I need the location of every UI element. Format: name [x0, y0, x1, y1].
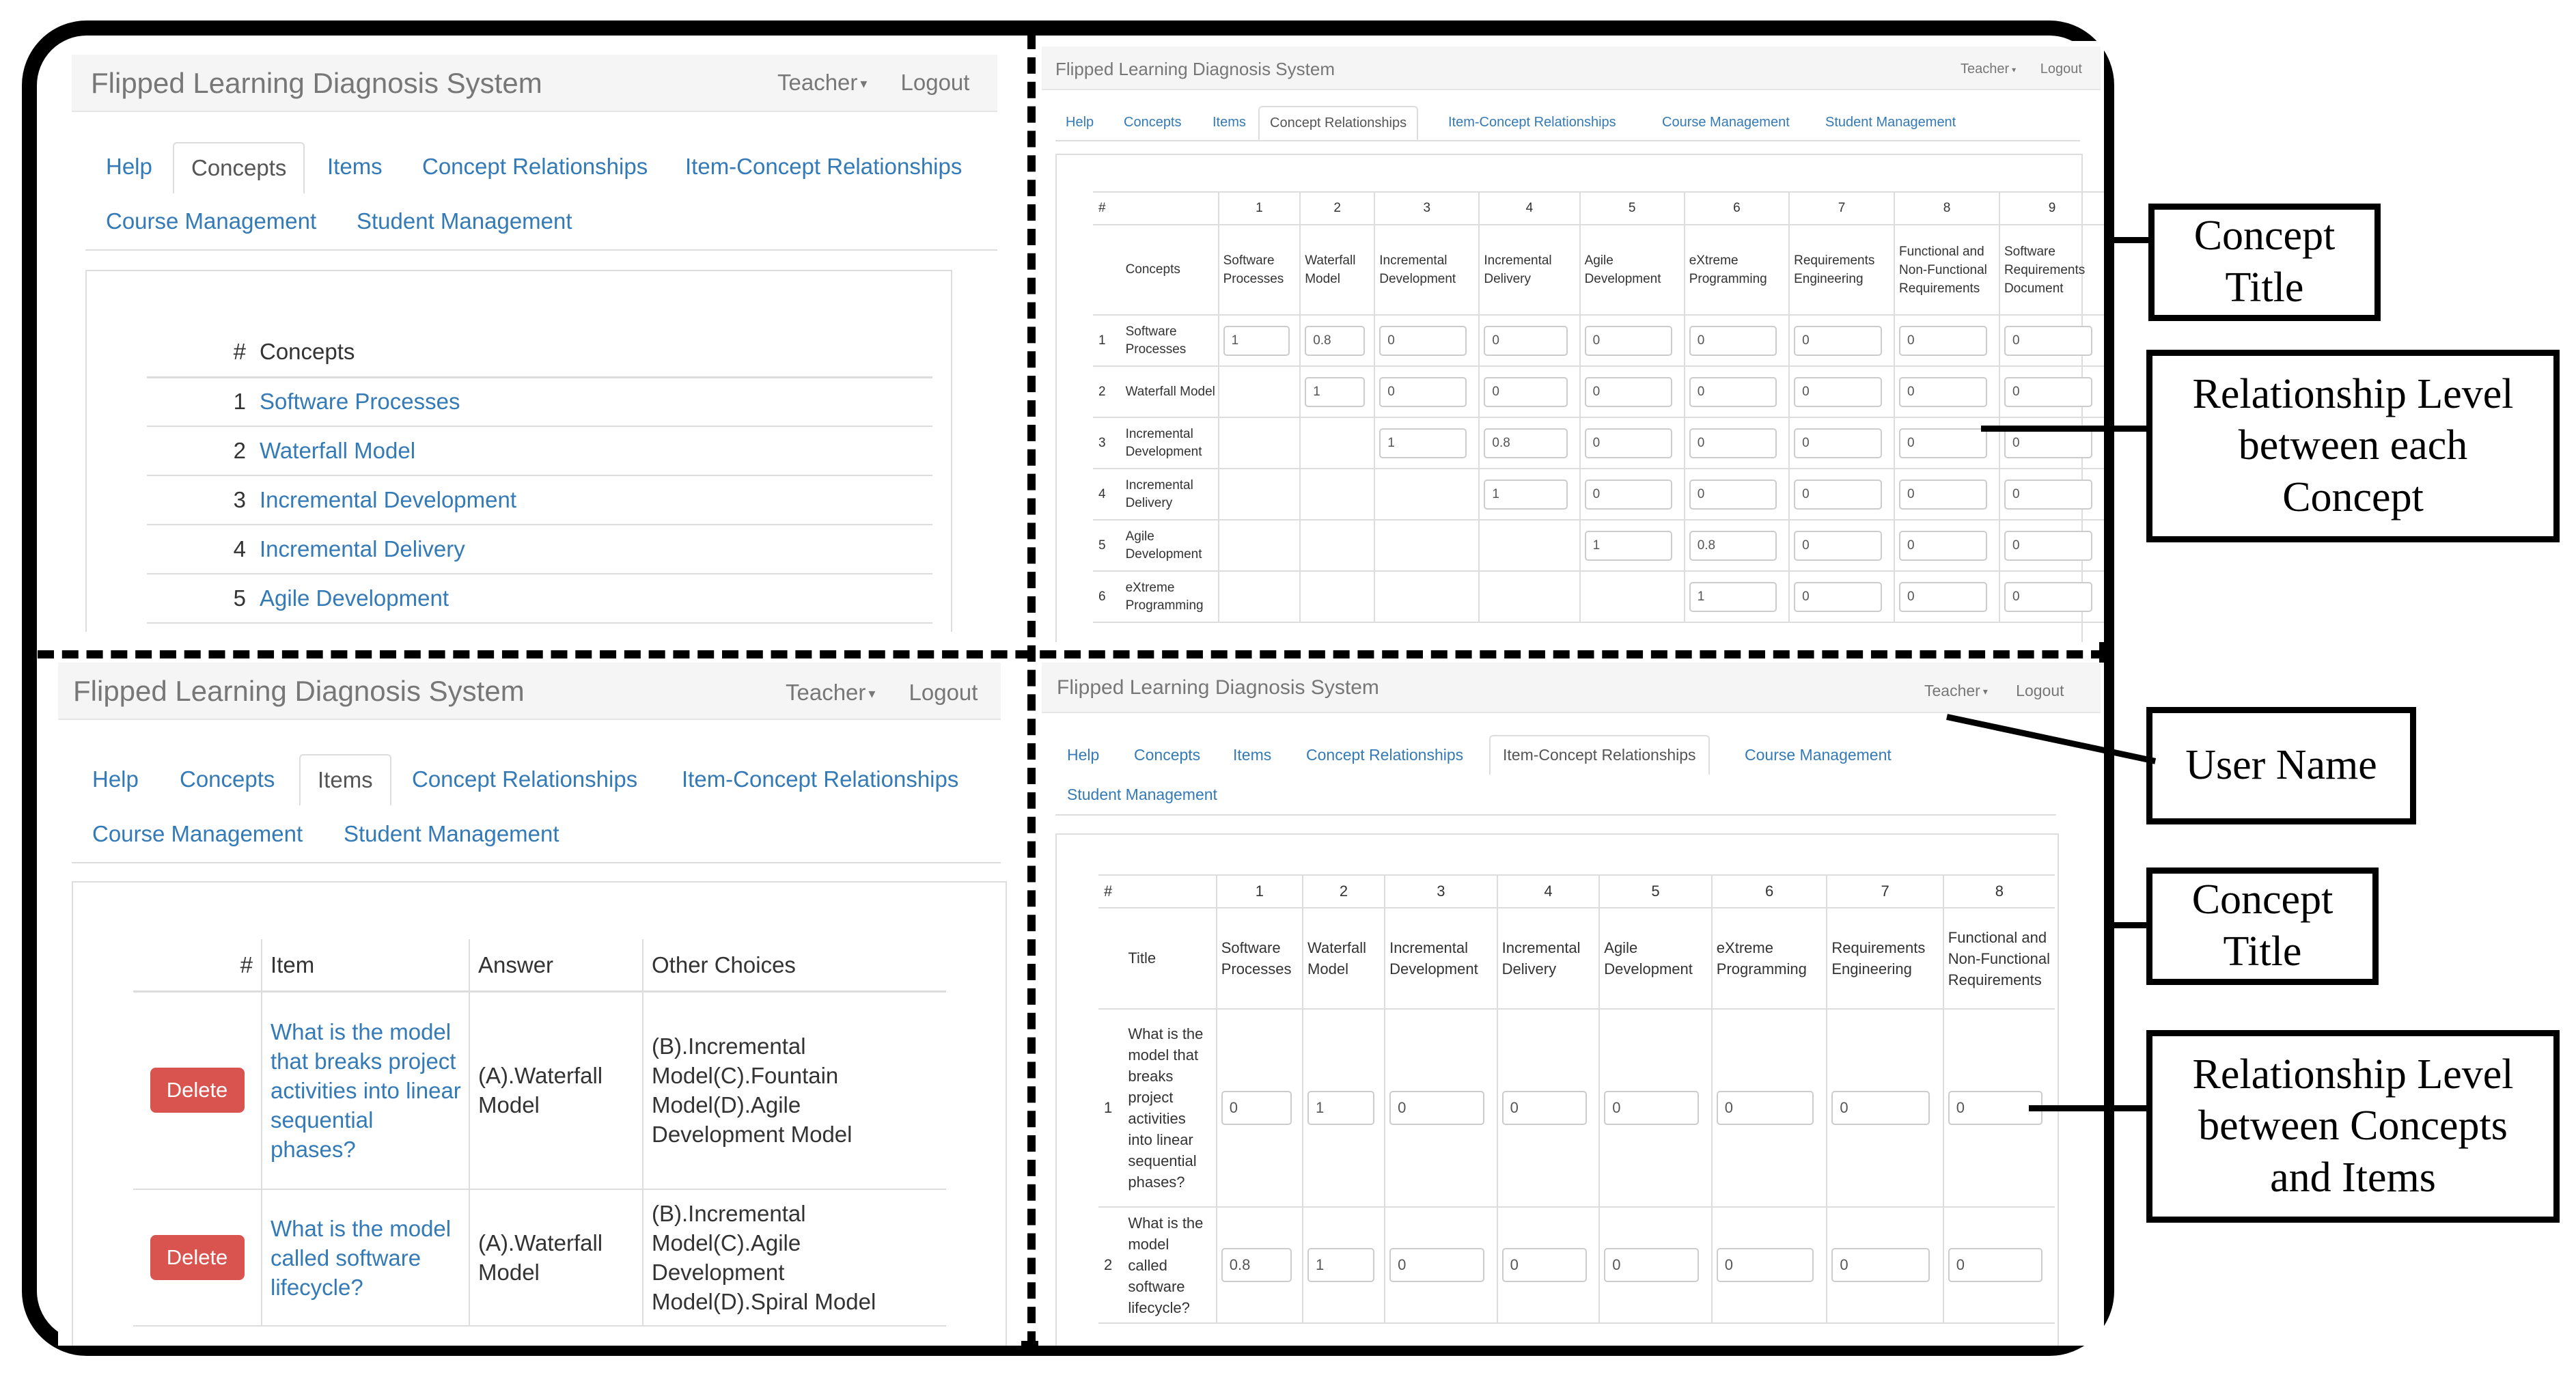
- column-number-row: [1093, 192, 2104, 225]
- concept-title: Software Processes: [1217, 908, 1303, 1009]
- title-label: Title: [1128, 949, 1157, 967]
- relationship-level-input[interactable]: 0: [1831, 1091, 1930, 1125]
- tab-items[interactable]: Items: [299, 754, 391, 806]
- tab-course-management[interactable]: Course Management: [1662, 115, 1790, 130]
- user-menu[interactable]: Teacher ▾: [786, 680, 876, 705]
- table-row: [133, 991, 946, 1189]
- tab-concept-relationships[interactable]: Concept Relationships: [422, 154, 648, 179]
- header-answer: Answer: [469, 939, 643, 991]
- column-number: 3: [1385, 875, 1497, 908]
- item-concept-relationship-table: [1098, 874, 2055, 1324]
- items-table: [133, 939, 946, 1327]
- relationship-level-input[interactable]: 1: [1379, 428, 1467, 458]
- column-number: 8: [1894, 192, 1999, 225]
- relationship-level-input[interactable]: 0: [1221, 1091, 1292, 1125]
- relationship-level-input[interactable]: 0: [2004, 480, 2092, 510]
- concept-link[interactable]: Agile Development: [260, 585, 449, 611]
- concepts-label: Concepts: [1125, 262, 1180, 277]
- callout-concept-title-top: Concept Title: [2148, 204, 2381, 321]
- row-concept-name: Incremental Delivery: [1125, 477, 1193, 510]
- relationship-level-input[interactable]: 0: [1604, 1248, 1698, 1282]
- tab-concept-relationships[interactable]: Concept Relationships: [1258, 106, 1418, 141]
- relationship-level-input[interactable]: 0: [2004, 377, 2092, 407]
- item-concept-relationships-panel: [1038, 663, 2104, 1346]
- header-item: Item: [262, 939, 469, 991]
- relationship-level-input[interactable]: 0: [1484, 326, 1568, 356]
- callout-relationship-concepts: Relationship Level between each Concept: [2146, 350, 2560, 542]
- delete-button[interactable]: Delete: [150, 1068, 245, 1113]
- relationship-level-input[interactable]: 0: [2004, 531, 2092, 561]
- concept-link[interactable]: Incremental Delivery: [260, 536, 465, 561]
- navbar: [1042, 663, 2101, 713]
- relationship-level-input[interactable]: 1: [1484, 480, 1568, 510]
- tab-item-concept-relationships[interactable]: Item-Concept Relationships: [685, 154, 962, 179]
- relationship-level-input[interactable]: 1: [1305, 377, 1364, 407]
- item-answer: (A).Waterfall Model: [469, 1189, 643, 1326]
- column-number: 2: [1300, 192, 1374, 225]
- concept-title: Incremental Development: [1374, 225, 1479, 315]
- horizontal-divider: [38, 650, 2107, 658]
- tab-help[interactable]: Help: [106, 154, 152, 179]
- column-number: 6: [1712, 875, 1827, 908]
- relationship-level-input[interactable]: 0: [1794, 582, 1882, 612]
- table-row: [133, 1189, 946, 1326]
- table-row: [1093, 417, 2104, 469]
- callout-pointer: [1981, 426, 2148, 432]
- relationship-level-input[interactable]: 0: [1899, 377, 1987, 407]
- table-header-row: [147, 328, 932, 377]
- concept-title: Software Requirements Document: [1999, 225, 2104, 315]
- logout-link[interactable]: Logout: [900, 70, 970, 95]
- row-num: 3: [1098, 435, 1106, 450]
- column-number: 2: [1303, 875, 1385, 908]
- callout-pointer: [2113, 237, 2150, 243]
- tab-concepts[interactable]: Concepts: [1124, 115, 1182, 130]
- tab-items[interactable]: Items: [1233, 746, 1272, 764]
- relationship-level-input[interactable]: 0.8: [1484, 428, 1568, 458]
- app-title[interactable]: Flipped Learning Diagnosis System: [91, 67, 542, 99]
- table-row: [147, 377, 932, 426]
- vertical-divider: [1027, 33, 1036, 1348]
- tab-help[interactable]: Help: [92, 766, 139, 792]
- column-number-row: [1098, 875, 2055, 908]
- relationship-level-input[interactable]: 0: [1948, 1248, 2042, 1282]
- row-num: 5: [233, 585, 246, 611]
- row-num: 2: [1104, 1256, 1113, 1273]
- tab-help[interactable]: Help: [1066, 115, 1094, 130]
- row-item-title: What is the model called software lifecycle?: [1128, 1214, 1204, 1316]
- concept-title: Waterfall Model: [1300, 225, 1374, 315]
- navbar: [58, 663, 1001, 720]
- row-num: 2: [233, 438, 246, 463]
- relationship-level-input[interactable]: 0: [1585, 377, 1672, 407]
- relationship-level-input[interactable]: 0: [1689, 480, 1777, 510]
- header-num: #: [233, 339, 246, 365]
- tab-student-management[interactable]: Student Management: [1067, 786, 1217, 803]
- user-menu[interactable]: Teacher ▾: [1961, 61, 2017, 77]
- relationship-level-input[interactable]: 0: [1899, 428, 1987, 458]
- row-concept-name: Waterfall Model: [1125, 384, 1215, 399]
- column-number: 9: [1999, 192, 2104, 225]
- concept-title: Waterfall Model: [1303, 908, 1385, 1009]
- tab-item-concept-relationships[interactable]: Item-Concept Relationships: [1489, 735, 1710, 775]
- caret-down-icon: ▾: [2012, 64, 2017, 74]
- table-row: [1093, 520, 2104, 571]
- user-menu[interactable]: Teacher ▾: [1924, 682, 1988, 699]
- tab-underline: [1055, 140, 2080, 141]
- concept-link[interactable]: Software Processes: [260, 389, 460, 415]
- column-number: 5: [1580, 192, 1685, 225]
- relationship-level-input[interactable]: 0: [1794, 326, 1882, 356]
- tab-item-concept-relationships[interactable]: Item-Concept Relationships: [1448, 115, 1616, 130]
- tab-item-concept-relationships[interactable]: Item-Concept Relationships: [682, 766, 959, 792]
- item-answer: (A).Waterfall Model: [469, 991, 643, 1189]
- relationship-level-input[interactable]: 1: [1307, 1091, 1374, 1125]
- column-number: 3: [1374, 192, 1479, 225]
- navbar: [1042, 46, 2101, 90]
- table-row: [1093, 571, 2104, 622]
- logout-link[interactable]: Logout: [2040, 61, 2082, 77]
- relationship-level-input[interactable]: 0: [1502, 1248, 1588, 1282]
- app-title[interactable]: Flipped Learning Diagnosis System: [1057, 676, 1379, 699]
- corner-cell: [1120, 875, 1216, 908]
- concept-title: Incremental Delivery: [1479, 225, 1579, 315]
- relationship-level-input[interactable]: 0: [1794, 428, 1882, 458]
- concept-title: Incremental Delivery: [1497, 908, 1600, 1009]
- relationship-level-input[interactable]: 0: [1794, 377, 1882, 407]
- relationship-level-input[interactable]: 0: [2004, 326, 2092, 356]
- concept-title: Functional and Non-Functional Requirements: [1894, 225, 1999, 315]
- delete-button[interactable]: Delete: [150, 1235, 245, 1280]
- tab-student-management[interactable]: Student Management: [357, 208, 572, 234]
- concept-title: Agile Development: [1580, 225, 1685, 315]
- tab-concepts[interactable]: Concepts: [180, 766, 275, 792]
- item-link[interactable]: What is the model that breaks project activities into linear sequential phases?: [262, 991, 469, 1189]
- item-other-choices: (B).Incremental Model(C).Agile Development Model(D).Spiral Model: [652, 1201, 876, 1314]
- user-menu[interactable]: Teacher ▾: [777, 70, 868, 95]
- column-number: 4: [1497, 875, 1600, 908]
- relationship-level-input[interactable]: 0: [1484, 377, 1568, 407]
- row-num: 5: [1098, 538, 1106, 553]
- relationship-level-input[interactable]: 1: [1307, 1248, 1374, 1282]
- column-number: 5: [1599, 875, 1712, 908]
- logout-link[interactable]: Logout: [2016, 682, 2064, 699]
- table-row: [1093, 315, 2104, 366]
- relationship-level-input[interactable]: 0: [1948, 1091, 2042, 1125]
- row-num: 4: [1098, 486, 1106, 501]
- relationship-level-input[interactable]: 0: [1899, 582, 1987, 612]
- caret-down-icon: ▾: [868, 686, 876, 702]
- relationship-level-input[interactable]: 0: [1794, 480, 1882, 510]
- row-item-title: What is the model that breaks project activities into linear sequential phases?: [1128, 1025, 1204, 1191]
- tab-course-management[interactable]: Course Management: [92, 821, 303, 846]
- concepts-panel: [68, 44, 1025, 632]
- items-panel: [58, 663, 1021, 1346]
- item-link[interactable]: What is the model called software lifecycle?: [262, 1189, 469, 1326]
- tab-items[interactable]: Items: [327, 154, 383, 179]
- row-concept-name: Agile Development: [1125, 529, 1202, 561]
- relationship-level-input[interactable]: 0: [2004, 582, 2092, 612]
- concept-title: Requirements Engineering: [1789, 225, 1894, 315]
- concept-title: eXtreme Programming: [1712, 908, 1827, 1009]
- relationship-level-input[interactable]: 1: [1223, 326, 1290, 356]
- relationship-level-input[interactable]: 0: [1389, 1248, 1484, 1282]
- app-title[interactable]: Flipped Learning Diagnosis System: [73, 675, 525, 707]
- tab-course-management[interactable]: Course Management: [1745, 746, 1892, 764]
- row-concept-name: Software Processes: [1125, 324, 1187, 357]
- relationship-level-input[interactable]: 0: [1502, 1091, 1588, 1125]
- corner-cell: [1118, 192, 1219, 225]
- logout-link[interactable]: Logout: [909, 680, 978, 705]
- relationship-level-input[interactable]: 0: [2004, 428, 2092, 458]
- header-num: #: [133, 939, 262, 991]
- relationship-level-input[interactable]: 0.8: [1689, 531, 1777, 561]
- callout-user-name: User Name: [2146, 707, 2416, 824]
- concept-link[interactable]: Waterfall Model: [260, 438, 416, 463]
- concept-relationship-table: [1093, 191, 2104, 623]
- column-number: 4: [1479, 192, 1579, 225]
- hash-cell: #: [1098, 201, 1106, 215]
- relationship-level-input[interactable]: 0: [1899, 480, 1987, 510]
- tab-help[interactable]: Help: [1067, 746, 1100, 764]
- navbar: [72, 55, 997, 112]
- relationship-level-input[interactable]: 0.8: [1305, 326, 1364, 356]
- app-title[interactable]: Flipped Learning Diagnosis System: [1055, 59, 1335, 79]
- caret-down-icon: ▾: [1982, 686, 1988, 697]
- callout-concept-title-bottom: Concept Title: [2146, 868, 2379, 985]
- concepts-table: [147, 328, 932, 624]
- column-number: 8: [1943, 875, 2055, 908]
- tab-course-management[interactable]: Course Management: [106, 208, 317, 234]
- header-concepts: Concepts: [260, 339, 355, 365]
- relationship-level-input[interactable]: 0: [1899, 326, 1987, 356]
- relationship-level-input[interactable]: 0: [1585, 326, 1672, 356]
- concept-title: eXtreme Programming: [1685, 225, 1789, 315]
- row-num: 1: [1104, 1099, 1113, 1116]
- callout-pointer: [2111, 922, 2148, 928]
- column-number: 7: [1789, 192, 1894, 225]
- concept-title: Requirements Engineering: [1827, 908, 1943, 1009]
- hash-cell: #: [1104, 883, 1113, 900]
- relationship-level-input[interactable]: 0: [1379, 326, 1467, 356]
- column-number: 1: [1219, 192, 1301, 225]
- relationship-level-input[interactable]: 0: [1689, 326, 1777, 356]
- concept-title: Functional and Non-Functional Requirements: [1943, 908, 2055, 1009]
- table-row: [1098, 1009, 2055, 1207]
- tab-underline: [1055, 814, 2056, 816]
- caret-down-icon: ▾: [860, 77, 868, 92]
- callout-pointer: [2029, 1105, 2148, 1111]
- relationship-level-input[interactable]: 0: [1717, 1091, 1814, 1125]
- row-concept-name: Incremental Development: [1125, 426, 1202, 459]
- concept-title: Incremental Development: [1385, 908, 1497, 1009]
- relationship-level-input[interactable]: 0: [1689, 428, 1777, 458]
- table-row: [1098, 1207, 2055, 1323]
- tab-underline: [72, 862, 1001, 863]
- tab-student-management[interactable]: Student Management: [1825, 115, 1956, 130]
- item-other-choices: (B).Incremental Model(C).Fountain Model(D).Agile Development Model: [652, 1033, 853, 1148]
- tab-student-management[interactable]: Student Management: [344, 821, 559, 846]
- column-number: 6: [1685, 192, 1789, 225]
- row-num: 4: [233, 536, 246, 561]
- row-concept-name: eXtreme Programming: [1125, 580, 1204, 613]
- header-other-choices: Other Choices: [652, 952, 796, 977]
- relationship-level-input[interactable]: 0: [1604, 1091, 1698, 1125]
- concept-title: Software Processes: [1219, 225, 1301, 315]
- relationship-level-input[interactable]: 0.8: [1221, 1248, 1292, 1282]
- relationship-level-input[interactable]: 0: [1379, 377, 1467, 407]
- concept-relationships-panel: [1038, 41, 2104, 642]
- tab-underline: [85, 249, 997, 251]
- row-num: 6: [1098, 589, 1106, 604]
- relationship-level-input[interactable]: 0: [1585, 428, 1672, 458]
- concept-title: Agile Development: [1599, 908, 1712, 1009]
- row-num: 3: [233, 487, 246, 512]
- relationship-level-input[interactable]: 1: [1689, 582, 1777, 612]
- table-header-row: [133, 939, 946, 991]
- tab-items[interactable]: Items: [1213, 115, 1246, 130]
- relationship-level-input[interactable]: 0: [1585, 480, 1672, 510]
- callout-relationship-items: Relationship Level between Concepts and Items: [2146, 1030, 2560, 1223]
- relationship-level-input[interactable]: 0: [1831, 1248, 1930, 1282]
- column-number: 1: [1217, 875, 1303, 908]
- relationship-level-input[interactable]: 0: [1389, 1091, 1484, 1125]
- relationship-level-input[interactable]: 0: [1689, 377, 1777, 407]
- column-title-row: [1093, 225, 2104, 315]
- tab-concepts[interactable]: Concepts: [173, 142, 305, 194]
- table-row: [1093, 366, 2104, 417]
- relationship-level-input[interactable]: 0: [1717, 1248, 1814, 1282]
- tab-concepts[interactable]: Concepts: [1134, 746, 1201, 764]
- row-num: 1: [233, 389, 246, 415]
- relationship-level-input[interactable]: 0: [1794, 531, 1882, 561]
- table-row: [147, 525, 932, 574]
- relationship-level-input[interactable]: 1: [1585, 531, 1672, 561]
- table-row: [1093, 469, 2104, 520]
- row-num: 2: [1098, 384, 1106, 399]
- row-num: 1: [1098, 333, 1106, 348]
- column-title-row: [1098, 908, 2055, 1009]
- column-number: 7: [1827, 875, 1943, 908]
- tab-concept-relationships[interactable]: Concept Relationships: [1306, 746, 1464, 764]
- concept-link[interactable]: Incremental Development: [260, 487, 517, 512]
- table-row: [147, 475, 932, 525]
- table-row: [147, 426, 932, 475]
- relationship-level-input[interactable]: 0: [1899, 531, 1987, 561]
- tab-concept-relationships[interactable]: Concept Relationships: [412, 766, 638, 792]
- table-row: [147, 574, 932, 623]
